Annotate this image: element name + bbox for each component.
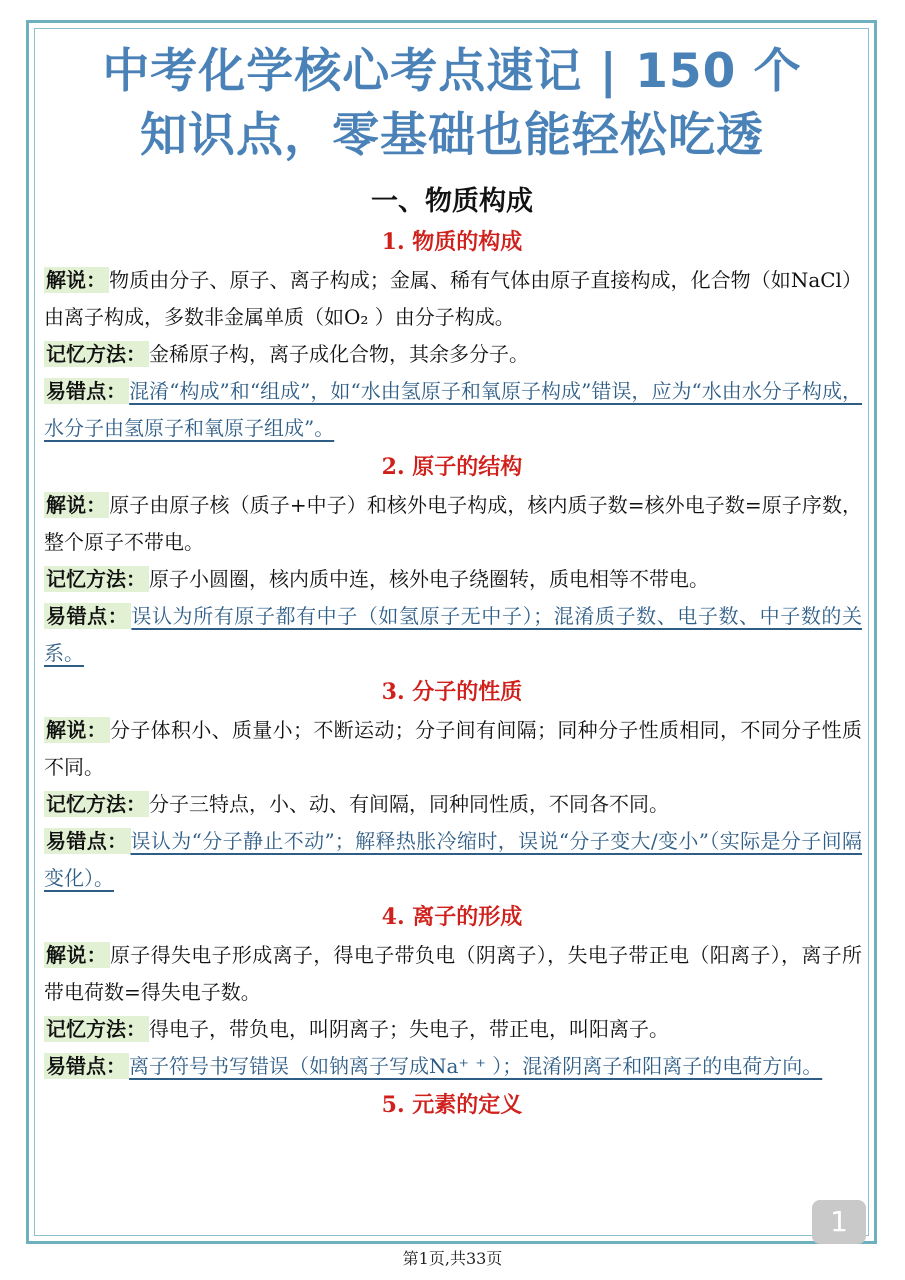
- memory-text: 原子小圆圈，核内质中连，核外电子绕圈转，质电相等不带电。: [149, 567, 709, 591]
- topic-heading: 4. 离子的形成: [381, 904, 523, 930]
- explain-block: [42, 937, 862, 1011]
- mistake-block: [42, 598, 862, 672]
- explain-text: 物质由分子、原子、离子构成；金属、稀有气体由原子直接构成，化合物（如NaCl）由离子构成，多数非金属单质（如O₂ ）由分子构成。: [44, 268, 862, 329]
- explain-label: 解说：: [44, 717, 110, 743]
- mistake-text: 误认为“分子静止不动”；解释热胀冷缩时，误说“分子变大/变小”（实际是分子间隔变化）。: [44, 829, 862, 890]
- explain-block: [42, 487, 862, 561]
- topic-heading: 3. 分子的性质: [381, 679, 523, 705]
- topic-heading: 1. 物质的构成: [381, 229, 523, 255]
- topic-heading: 2. 原子的结构: [381, 454, 523, 480]
- memory-block: [42, 1011, 862, 1048]
- mistake-text: 离子符号书写错误（如钠离子写成Na⁺ ⁺ ）；混淆阴离子和阳离子的电荷方向。: [129, 1054, 823, 1078]
- memory-label: 记忆方法：: [44, 341, 149, 367]
- explain-block: [42, 712, 862, 786]
- title-line-2: 知识点，零基础也能轻松吃透: [140, 108, 764, 163]
- topic-2: [42, 447, 862, 672]
- page-number-badge: 1: [812, 1200, 866, 1244]
- topic-5-heading: 5. 元素的定义: [381, 1092, 523, 1118]
- page-footer: 第1页,共33页: [402, 1249, 503, 1268]
- memory-block: [42, 786, 862, 823]
- mistake-text: 误认为所有原子都有中子（如氢原子无中子）；混淆质子数、电子数、中子数的关系。: [44, 604, 862, 665]
- mistake-label: 易错点：: [44, 828, 131, 854]
- topic-3: [42, 672, 862, 897]
- memory-block: [42, 561, 862, 598]
- memory-label: 记忆方法：: [44, 1016, 149, 1042]
- explain-text: 分子体积小、质量小；不断运动；分子间有间隔；同种分子性质相同，不同分子性质不同。: [44, 718, 862, 779]
- memory-label: 记忆方法：: [44, 791, 149, 817]
- mistake-label: 易错点：: [44, 378, 129, 404]
- mistake-block: [42, 823, 862, 897]
- document-content: [42, 40, 862, 1230]
- explain-label: 解说：: [44, 942, 110, 968]
- memory-label: 记忆方法：: [44, 566, 149, 592]
- topic-4: [42, 897, 862, 1085]
- memory-text: 得电子，带负电，叫阴离子；失电子，带正电，叫阳离子。: [149, 1017, 669, 1041]
- memory-text: 分子三特点，小、动、有间隔，同种同性质，不同各不同。: [149, 792, 669, 816]
- explain-block: [42, 262, 862, 336]
- mistake-block: [42, 1048, 862, 1085]
- section-heading: 一、物质构成: [371, 186, 533, 217]
- mistake-text: 混淆“构成”和“组成”，如“水由氢原子和氧原子构成”错误，应为“水由水分子构成，水分子由氢原子和氧原子组成”。: [44, 379, 862, 440]
- explain-label: 解说：: [44, 492, 109, 518]
- mistake-label: 易错点：: [44, 603, 131, 629]
- mistake-block: [42, 373, 862, 447]
- explain-label: 解说：: [44, 267, 109, 293]
- memory-text: 金稀原子构，离子成化合物，其余多分子。: [149, 342, 529, 366]
- explain-text: 原子由原子核（质子+中子）和核外电子构成，核内质子数=核外电子数=原子序数，整个原子不带电。: [44, 493, 862, 554]
- explain-text: 原子得失电子形成离子，得电子带负电（阴离子），失电子带正电（阳离子），离子所带电荷数=得失电子数。: [44, 943, 862, 1004]
- topic-1: [42, 222, 862, 447]
- memory-block: [42, 336, 862, 373]
- title-line-1: 中考化学核心考点速记 | 150 个: [102, 44, 802, 99]
- document-title: [42, 40, 862, 168]
- mistake-label: 易错点：: [44, 1053, 129, 1079]
